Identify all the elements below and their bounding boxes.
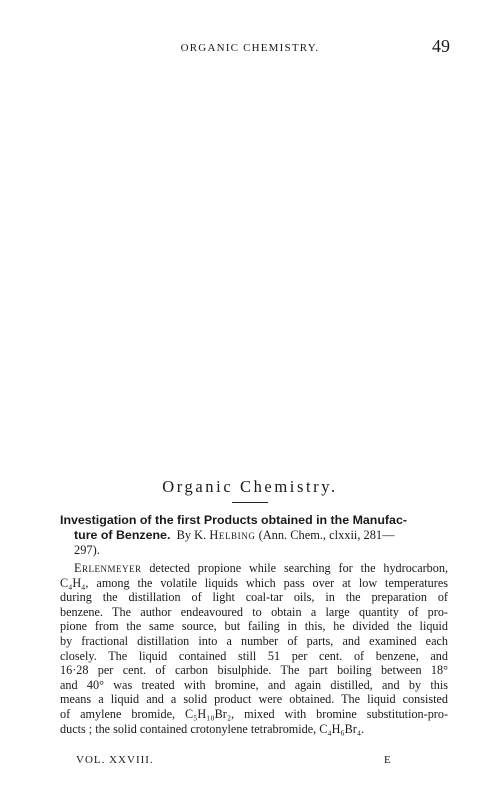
body-line: ducts ; the solid contained crotonylene tetrabromide, C₄H₆Br₄.	[60, 721, 365, 736]
body-line: by fractional distillation into a number of parts, and examined each	[60, 633, 448, 648]
article-title-part1: Investigation of the first Products obtained in the Manufac-	[60, 513, 407, 527]
body-line: and 40° was treated with bromine, and again distilled, and by this	[60, 677, 448, 692]
article-heading	[60, 513, 448, 558]
page-number: 49	[432, 36, 450, 56]
article-citation-part2: 297).	[74, 543, 100, 557]
body-line-rest: detected propione while searching for the hydrocarbon,	[141, 561, 448, 575]
article-body	[60, 561, 448, 736]
section-divider	[232, 502, 268, 503]
article-title-part2: ture of Benzene.	[74, 528, 171, 542]
body-line: of amylene bromide, C₅H₁₀Br₂, mixed with bromine substitution-pro-	[60, 706, 448, 721]
article-by: By K.	[176, 528, 207, 542]
article-citation-part1: (Ann. Chem., clxxii, 281—	[258, 528, 395, 542]
gathering-signature: E	[384, 754, 391, 766]
running-head: ORGANIC CHEMISTRY.	[180, 42, 320, 54]
body-line: pione from the same source, but failing in this, he divided the liquid	[60, 619, 448, 634]
article-author: Helbing	[209, 528, 256, 542]
body-line: during the distillation of light coal-tar oils, in the preparation of	[60, 590, 448, 605]
body-line	[60, 561, 448, 576]
body-line: means a liquid and a solid product were obtained. The liquid consisted	[60, 692, 448, 707]
section-title: Organic Chemistry.	[162, 477, 338, 496]
body-line-first-word: Erlenmeyer	[74, 561, 142, 575]
volume-signature: VOL. XXVIII.	[76, 754, 154, 766]
body-line: closely. The liquid contained still 51 per cent. of benzene, and	[60, 648, 448, 663]
body-line: benzene. The author endeavoured to obtain a large quantity of pro-	[60, 604, 448, 619]
body-line: C₄H₄, among the volatile liquids which pass over at low temperatures	[60, 575, 448, 590]
body-line: 16·28 per cent. of carbon bisulphide. The part boiling between 18°	[60, 663, 448, 678]
